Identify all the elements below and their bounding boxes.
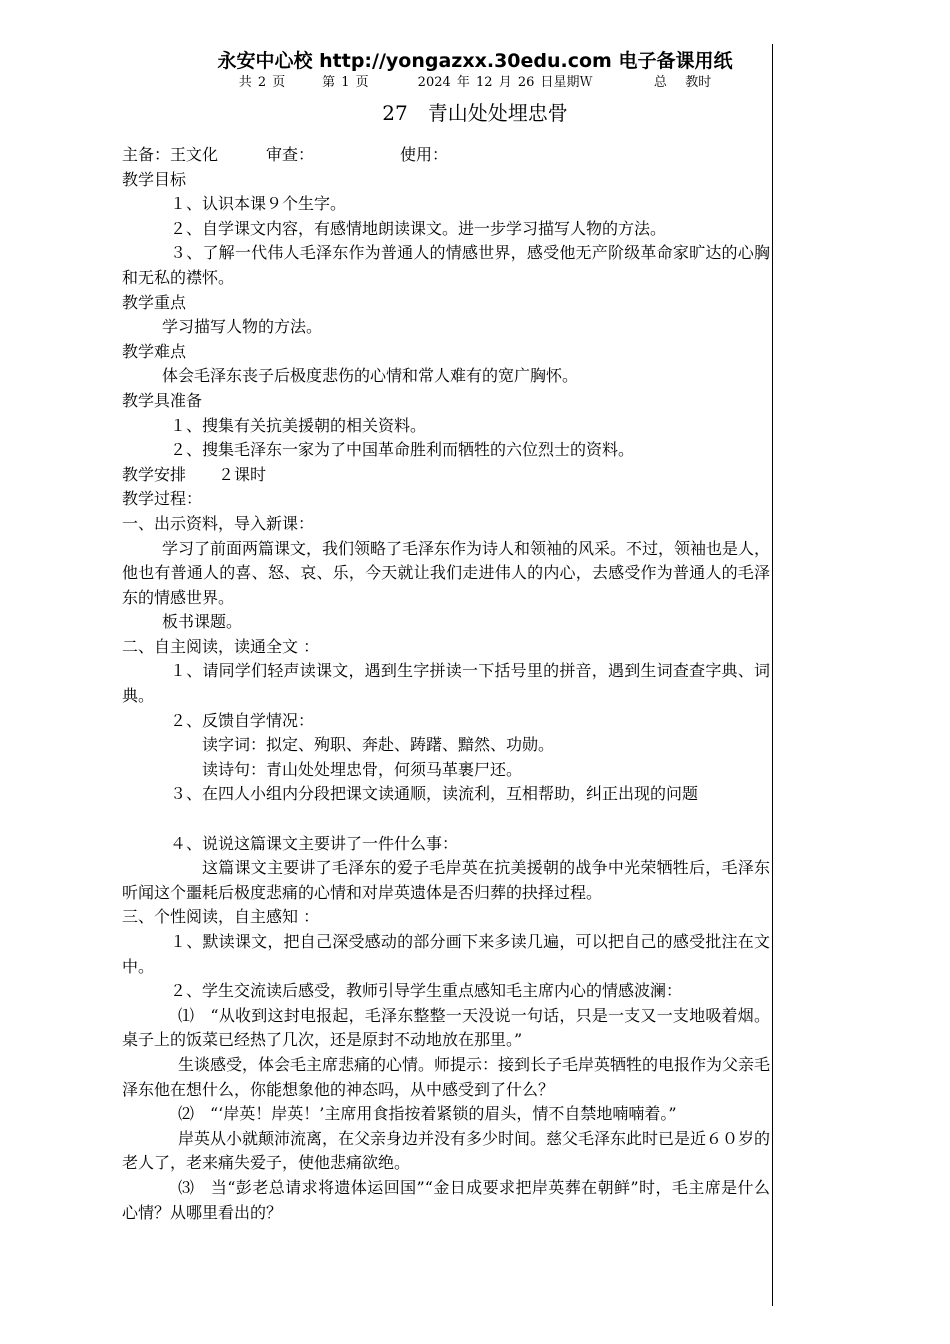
paragraph: １、认识本课９个生字。 [170, 194, 347, 214]
paragraph: ⑴ “从收到这封电报起，毛泽东整整一天没说一句话，只是一支又一支地吸着烟。桌子上的饭菜已经热了几次，还是原封不动地放在那里。” [122, 1005, 770, 1050]
paragraph: ３、在四人小组内分段把课文读通顺，读流利，互相帮助，纠正出现的问题 [170, 784, 699, 804]
staff-line [122, 143, 770, 168]
paragraph: 这篇课文主要讲了毛泽东的爱子毛岸英在抗美援朝的战争中光荣牺牲后，毛泽东听闻这个噩耗后极度悲痛的心情和对岸英遗体是否归葬的抉择过程。 [122, 858, 770, 902]
blank-line [122, 807, 770, 832]
paragraph: 岸英从小就颠沛流离，在父亲身边并没有多少时间。慈父毛泽东此时已是近６０岁的老人了，老来痛失爱子，使他悲痛欲绝。 [122, 1128, 771, 1173]
paragraph: ⑶ 当“彭老总请求将遗体运回国”“金日成要求把岸英葬在朝鲜”时，毛主席是什么心情？从哪里看出的？ [122, 1177, 770, 1222]
paragraph: ２、自学课文内容，有感情地朗读课文。进一步学习描写人物的方法。 [170, 218, 667, 238]
paragraph: ２、搜集毛泽东一家为了中国革命胜利而牺牲的六位烈士的资料。 [170, 440, 635, 460]
section-heading: 教学过程： [122, 489, 203, 509]
paragraph: 板书课题。 [162, 612, 243, 632]
paragraph: 读诗句：青山处处埋忠骨，何须马革裹尸还。 [202, 759, 523, 779]
section-heading: 教学安排 ２课时 [122, 464, 267, 484]
paragraph: 读字词：拟定、殉职、奔赴、踌躇、黯然、功勋。 [202, 735, 555, 755]
paragraph: １、请同学们轻声读课文，遇到生字拼读一下括号里的拼音，遇到生词查查字典、词典。 [122, 661, 770, 706]
section-heading: 教学目标 [122, 169, 187, 189]
header-title: 永安中心校 http://yongazxx.30edu.com 电子备课用纸 [217, 50, 733, 72]
header-meta-line: 共 2 页 第 1 页 2024 年 12 月 26 日星期Ｗ 总 教时 [238, 75, 712, 90]
paragraph: ２、反馈自学情况： [170, 710, 315, 730]
lesson-title: 27 青山处处埋忠骨 [382, 101, 568, 125]
paragraph: ４、说说这篇课文主要讲了一件什么事： [170, 833, 459, 853]
reviewer: 审查： [266, 145, 315, 164]
section-heading: 二、自主阅读，读通全文 ： [122, 636, 320, 656]
paragraph: ⑵ “‘岸英！岸英！’主席用食指按着紧锁的眉头，情不自禁地喃喃着。” [178, 1104, 677, 1124]
paragraph: 体会毛泽东丧子后极度悲伤的心情和常人难有的宽广胸怀。 [162, 366, 579, 386]
lesson-content [122, 143, 770, 1225]
chief-preparer: 主备：王文化 [122, 145, 219, 164]
paragraph: １、默读课文，把自己深受感动的部分画下来多读几遍，可以把自己的感受批注在文中。 [122, 932, 770, 976]
section-heading: 教学具准备 [122, 390, 203, 410]
margin-rule-line [772, 44, 773, 1306]
section-heading: 三、个性阅读，自主感知 ： [122, 907, 320, 927]
paragraph: 学习描写人物的方法。 [162, 317, 323, 337]
paragraph: ２、学生交流读后感受，教师引导学生重点感知毛主席内心的情感波澜： [170, 981, 683, 1001]
section-heading: 一、出示资料，导入新课： [122, 513, 315, 533]
paragraph: ３、了解一代伟人毛泽东作为普通人的情感世界，感受他无产阶级革命家旷达的心胸和无私的襟怀。 [122, 243, 770, 287]
section-heading: 教学难点 [122, 341, 187, 361]
paragraph: １、搜集有关抗美援朝的相关资料。 [170, 415, 427, 435]
user-field: 使用： [400, 145, 449, 164]
paragraph: 学习了前面两篇课文，我们领略了毛泽东作为诗人和领袖的风采。不过，领袖也是人，他也有普通人的喜、怒、哀、乐，今天就让我们走进伟人的内心，去感受作为普通人的毛泽东的情感世界。 [122, 538, 771, 607]
paragraph: 生谈感受，体会毛主席悲痛的心情。师提示：接到长子毛岸英牺牲的电报作为父亲毛泽东他在想什么，你能想象他的神态吗，从中感受到了什么？ [122, 1054, 771, 1099]
section-heading: 教学重点 [122, 292, 187, 312]
